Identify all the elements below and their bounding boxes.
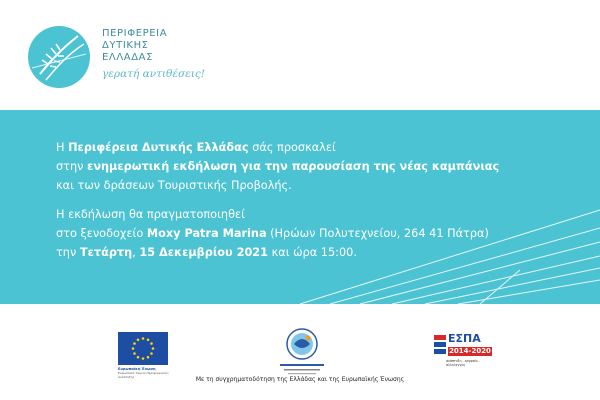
eu-flag-icon (118, 332, 168, 365)
text: , (132, 246, 140, 259)
region-logo-text (102, 28, 205, 80)
eu-caption: Ευρωπαϊκή Ένωση (118, 367, 156, 371)
region-logo-icon (26, 24, 92, 90)
logo-line-3: ΕΛΛΑΔΑΣ (102, 52, 154, 63)
event-date: 15 Δεκεμβρίου 2021 (139, 246, 269, 259)
eu-logo (118, 332, 170, 378)
logo-slogan: γερατή αντιθέσεις! (102, 68, 205, 80)
espa-tagline: ανάπτυξη - εργασία - αλληλεγγύη (446, 359, 480, 367)
event-day: Τετάρτη (79, 246, 133, 259)
region-name: Περιφέρεια Δυτικής Ελλάδας (68, 141, 249, 154)
invitation-banner (0, 110, 600, 304)
espa-title: ΕΣΠΑ (448, 332, 481, 345)
espa-logo (434, 332, 498, 372)
venue-address: (Ηρώων Πολυτεχνείου, 264 41 Πάτρα) (266, 227, 489, 240)
espa-bars-icon (434, 335, 446, 357)
message-line-4: Η εκδήλωση θα πραγματοποιηθεί (56, 208, 245, 221)
event-title: ενημερωτική εκδήλωση για την παρουσίαση της νέας καμπάνιας (87, 160, 500, 173)
text: Η (56, 141, 69, 154)
text: στο ξενοδοχείο (56, 227, 147, 240)
logo-line-1: ΠΕΡΙΦΕΡΕΙΑ (102, 28, 168, 39)
logo-line-2: ΔΥΤΙΚΗΣ (102, 40, 149, 51)
header (0, 0, 600, 110)
region-emblem-icon (272, 326, 332, 378)
message-line-6 (56, 243, 576, 262)
message-line-1 (56, 138, 576, 157)
text: σάς προσκαλεί (248, 141, 336, 154)
message-line-2 (56, 157, 576, 176)
venue-name: Moxy Patra Marina (146, 227, 267, 240)
message-line-3: και των δράσεων Τουριστικής Προβολής. (56, 179, 292, 192)
invitation-message (56, 138, 576, 262)
message-line-5 (56, 224, 576, 243)
text: την (56, 246, 80, 259)
event-time: και ώρα 15:00. (268, 246, 357, 259)
espa-years: 2014-2020 (449, 347, 491, 355)
text: στην (56, 160, 88, 173)
eu-subcaption: Ευρωπαϊκό Ταμείο Περιφερειακής Ανάπτυξης (118, 371, 169, 379)
cofunding-notice: Με τη συγχρηματοδότηση της Ελλάδας και της Ευρωπαϊκής Ένωσης (195, 376, 405, 383)
footer (0, 304, 600, 400)
